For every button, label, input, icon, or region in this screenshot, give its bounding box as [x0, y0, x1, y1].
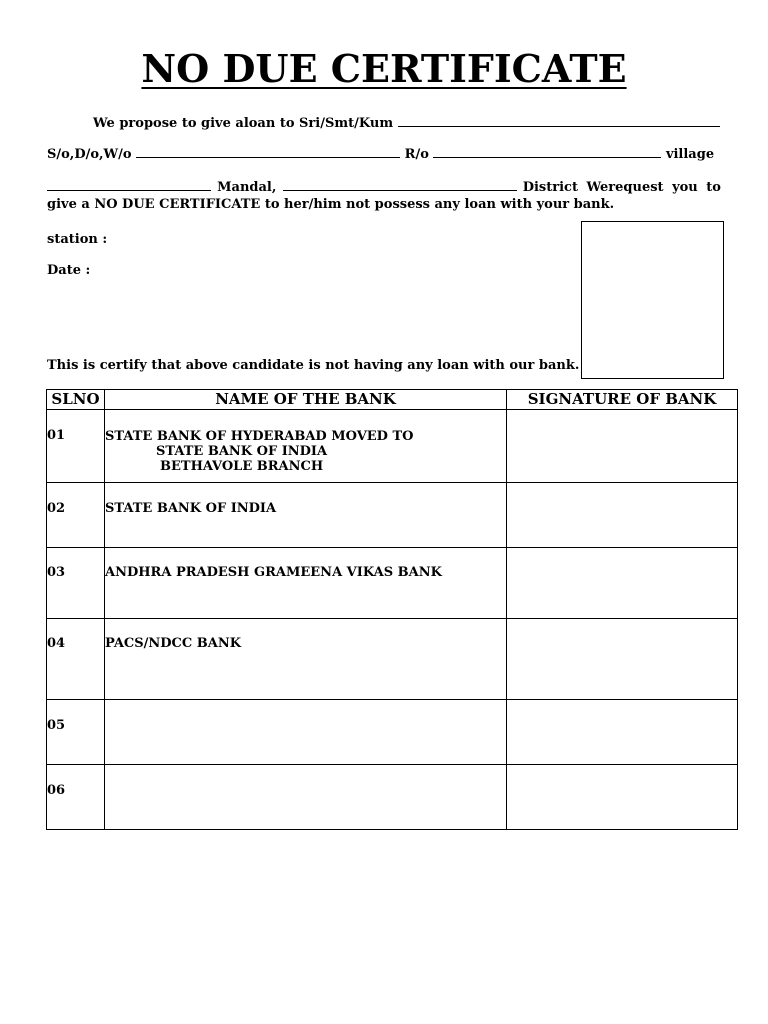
- header-slno: SLNO: [47, 390, 105, 410]
- table-row: [47, 619, 738, 700]
- district-request-text: District Werequest you to: [522, 180, 721, 195]
- bank-name-cell: [105, 548, 507, 619]
- bank-name-cell: [105, 483, 507, 548]
- page-title: NO DUE CERTIFICATE: [141, 46, 627, 91]
- bank-name-cell[interactable]: [105, 700, 507, 765]
- mandal-label: Mandal,: [217, 180, 277, 195]
- bank-name-line: BETHAVOLE BRANCH: [160, 459, 324, 474]
- signature-cell[interactable]: [507, 619, 738, 700]
- request-continuation: give a NO DUE CERTIFICATE to her/him not possess any loan with your bank.: [47, 197, 615, 212]
- village-field[interactable]: [47, 180, 211, 191]
- slno-cell: 06: [47, 765, 105, 830]
- relation-name-field[interactable]: [136, 147, 400, 158]
- bank-name-cell[interactable]: [105, 765, 507, 830]
- table-row: [47, 410, 738, 483]
- village-label: village: [665, 147, 715, 162]
- mandal-field[interactable]: [283, 180, 517, 191]
- table-header-row: [47, 390, 738, 410]
- request-paragraph: [47, 180, 721, 212]
- bank-name-cell: [105, 619, 507, 700]
- relation-label: S/o,D/o,W/o: [47, 147, 132, 162]
- slno-cell: 05: [47, 700, 105, 765]
- signature-cell[interactable]: [507, 483, 738, 548]
- bank-name-line: STATE BANK OF HYDERABAD MOVED TO: [105, 429, 414, 444]
- relation-line: [47, 147, 714, 162]
- photo-box: [581, 221, 724, 379]
- slno-cell: 01: [47, 410, 105, 483]
- bank-name-line: STATE BANK OF INDIA: [105, 501, 277, 516]
- table-row: [47, 700, 738, 765]
- signature-cell[interactable]: [507, 410, 738, 483]
- signature-cell[interactable]: [507, 548, 738, 619]
- intro-line: [93, 116, 720, 131]
- request-line: [47, 180, 721, 195]
- slno-cell: 03: [47, 548, 105, 619]
- applicant-name-field[interactable]: [398, 116, 720, 127]
- table-row: [47, 765, 738, 830]
- signature-cell[interactable]: [507, 765, 738, 830]
- bank-table: [46, 389, 738, 830]
- slno-cell: 02: [47, 483, 105, 548]
- table-row: [47, 483, 738, 548]
- signature-cell[interactable]: [507, 700, 738, 765]
- date-label: Date :: [47, 263, 91, 278]
- header-signature: SIGNATURE OF BANK: [507, 390, 738, 410]
- bank-name-line: STATE BANK OF INDIA: [156, 444, 328, 459]
- bank-name-line: ANDHRA PRADESH GRAMEENA VIKAS BANK: [105, 565, 442, 580]
- certify-statement: This is certify that above candidate is not having any loan with our bank.: [47, 358, 580, 373]
- bank-name-line: PACS/NDCC BANK: [105, 636, 242, 651]
- station-label: station :: [47, 232, 108, 247]
- intro-text: We propose to give aloan to Sri/Smt/Kum: [93, 116, 394, 131]
- table-row: [47, 548, 738, 619]
- bank-name-cell: [105, 410, 507, 483]
- resident-field[interactable]: [433, 147, 661, 158]
- header-bank-name: NAME OF THE BANK: [105, 390, 507, 410]
- slno-cell: 04: [47, 619, 105, 700]
- resident-label: R/o: [404, 147, 429, 162]
